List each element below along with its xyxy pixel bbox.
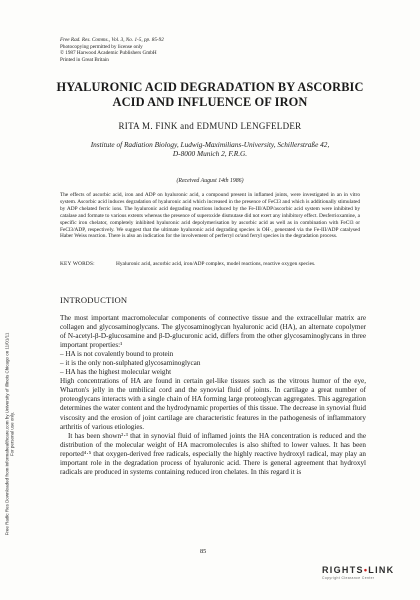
download-watermark-line-1: Free Radic Res Downloaded from informahealthcare.com by University of Illinois Chicago on 11/01/11 bbox=[4, 332, 10, 536]
printed-notice: Printed in Great Britain bbox=[60, 56, 109, 63]
article-title-line-2: ACID AND INFLUENCE OF IRON bbox=[112, 94, 308, 109]
download-watermark-line-2: For personal use only. bbox=[10, 411, 15, 457]
intro-paragraph-2: High concentrations of HA are found in certain gel-like tissues such as the vitrous humor of the eye, Wharton's jelly in the umbilical cord and the synovial fluid of joints. In cartilage a great number of proteoglycans interacts with a single chain of HA forming large proteoglycan aggregates. This aggregation determines the water content and the hydrodynamic properties of this tissue. The decrease in synovial fluid viscosity and the erosion of joint cartilage are characteristic features in the pathogenesis of inflammatory arthritis of various etiologies. bbox=[60, 377, 366, 431]
page-number: 85 bbox=[200, 548, 207, 555]
rightslink-logo[interactable] bbox=[322, 565, 412, 591]
abstract: The effects of ascorbic acid, iron and ADP on hyaluronic acid, a compound present in inflamed joints, were investigated in an in vitro system. Ascorbic acid induces degradation of hyaluronic acid which increased in the presence of FeCl3 and which is additionally stimulated by ADP chelated ferric ions. The hyaluronic acid degrading reactions induced by the Fe-III/ADP/ascorbic acid system were inhibited by catalase and formate to various extents whereas the presence of superoxide dismutase did not exert any inhibitory effect. Desferrioxamine, a specific iron chelator, completely inhibited hyaluronic acid depolymerisation by ascorbic acid as well as in combination with FeCl3 or FeCl3/ADP, respectively. We suggest that the ultimate hyaluronic acid degrading species is OH·, generated via the Fe-III/ADP catalysed Haber Weiss reaction. There is also an indication for the involvement of perferryl or/and ferryl species in the degradation process. bbox=[60, 192, 360, 240]
journal-citation: Free Rad. Res. Comms., Vol. 3, No. 1-5, pp. 85-92 bbox=[60, 37, 164, 43]
affiliation-line-2: D-8000 Munich 2, F.R.G. bbox=[172, 149, 248, 159]
keywords-text: Hyaluronic acid, ascorbic acid, iron/ADP complex, model reactions, reactive oxygen species. bbox=[116, 261, 316, 267]
keywords bbox=[60, 261, 360, 268]
intro-paragraph-1: The most important macromolecular components of connective tissue and the extracellular matrix are collagen and glycosaminoglycans. The glycosaminoglycan hyaluronic acid (HA), an alternate copolymer of N-acetyl-β-D-glucosamine and β-D-glucuronic acid, differs from the other glycosaminoglycans in three important properties:¹ bbox=[60, 314, 366, 350]
rightslink-prefix: RIGHTS bbox=[322, 565, 364, 575]
download-watermark bbox=[0, 332, 20, 536]
received-date: (Received August 14th 1986) bbox=[176, 178, 244, 184]
keywords-label: KEY WORDS: bbox=[60, 261, 95, 267]
rightslink-suffix: LINK bbox=[368, 565, 395, 575]
list-item: – HA is not covalently bound to protein bbox=[60, 350, 174, 359]
photocopy-notice: Photocopying permitted by license only bbox=[60, 43, 143, 50]
list-item: – it is the only non-sulphated glycosaminoglycan bbox=[60, 359, 201, 368]
affiliation bbox=[40, 140, 380, 158]
introduction-body bbox=[60, 314, 366, 477]
rightslink-tagline: Copyright Clearance Center bbox=[322, 576, 375, 580]
intro-paragraph-3: It has been shown²·³ that in synovial fluid of inflamed joints the HA concentration is reduced and the distribution of the molecular weight of HA macromolecules is also shifted to lower values. It has been reported⁴·⁵ that oxygen-derived free radicals, especially the highly reactive hydroxyl radical, may play an important role in the degradation process of hyaluronic acid. There is general agreement that hydroxyl radicals are produced in systems containing reduced iron chelates. In this regard it is bbox=[60, 431, 366, 476]
article-title bbox=[40, 80, 380, 109]
rightslink-wordmark bbox=[322, 565, 412, 575]
section-heading-introduction: INTRODUCTION bbox=[60, 295, 128, 305]
download-watermark-text bbox=[5, 333, 16, 536]
journal-header bbox=[60, 37, 164, 63]
authors: RITA M. FINK and EDMUND LENGFELDER bbox=[118, 121, 302, 131]
affiliation-line-1: Institute of Radiation Biology, Ludwig-Maximilians-University, Schillerstraße 42, bbox=[90, 140, 330, 149]
rightslink-dot-icon: • bbox=[363, 565, 369, 575]
list-item: – HA has the highest molecular weight bbox=[60, 368, 172, 377]
copyright-notice: © 1987 Harwood Academic Publishers GmbH bbox=[60, 50, 157, 57]
properties-list bbox=[60, 350, 366, 377]
article-title-line-1: HYALURONIC ACID DEGRADATION BY ASCORBIC bbox=[56, 80, 364, 94]
